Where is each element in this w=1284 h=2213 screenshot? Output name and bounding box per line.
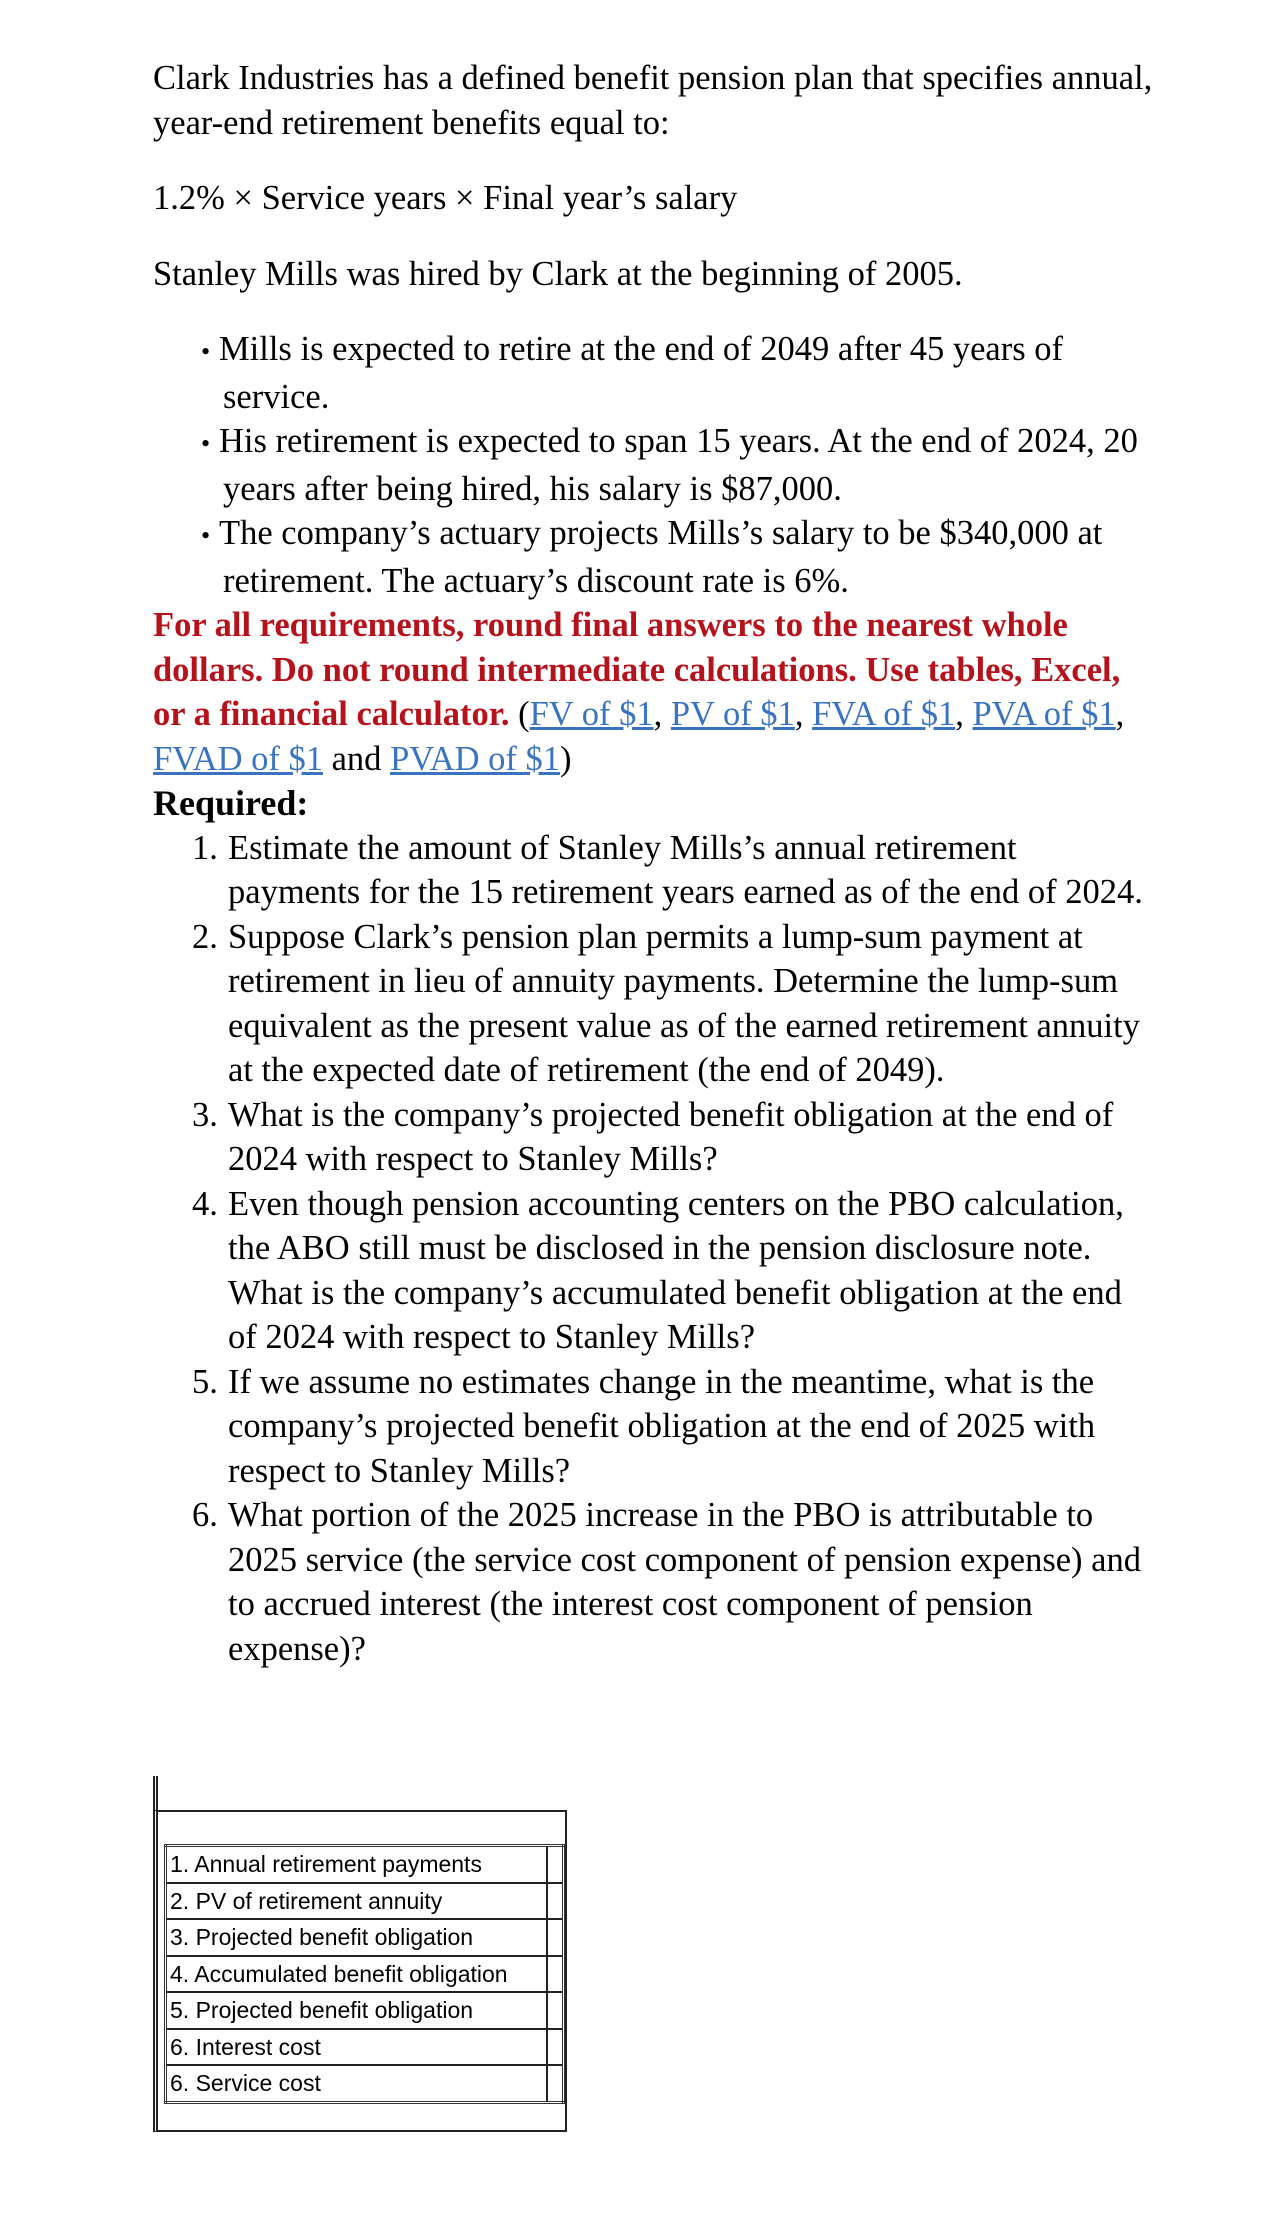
requirement-item (192, 1360, 1153, 1494)
requirement-item (192, 1182, 1153, 1360)
link-pva[interactable]: PVA of $1 (972, 695, 1116, 733)
table-row (166, 2065, 564, 2102)
table-row (166, 1956, 564, 1993)
requirement-number: 6. (192, 1496, 218, 1534)
link-pvad[interactable]: PVAD of $1 (390, 739, 561, 778)
link-fvad[interactable]: FVAD of $1 (153, 739, 323, 778)
requirement-text: What portion of the 2025 increase in the PBO is attributable to 2025 service (the service cost component of pension expense) and to accrued interest (the interest cost component of pension expense)? (228, 1496, 1141, 1668)
pbo-2024-input[interactable] (548, 1925, 560, 1955)
fact-item: • The company’s actuary projects Mills’s salary to be $340,000 at retirement. The actuary’s discount rate is 6%. (201, 511, 1153, 603)
requirement-item (192, 1093, 1153, 1182)
problem-content (153, 56, 1153, 1671)
link-pv[interactable]: PV of $1 (670, 695, 795, 733)
required-heading: Required: (153, 783, 309, 823)
answer-table-frame (153, 1810, 567, 2132)
requirement-number: 1. (192, 828, 218, 867)
link-fva[interactable]: FVA of $1 (812, 695, 956, 733)
answer-frame-stub (153, 1776, 158, 1812)
abo-input[interactable] (548, 1961, 560, 1991)
pbo-2025-input[interactable] (548, 1998, 560, 2028)
answer-table (164, 1844, 565, 2104)
table-row (166, 1992, 564, 2029)
requirements-list (153, 826, 1153, 1672)
rounding-instruction: For all requirements, round final answers to the nearest whole dollars. Do not round intermediate calculations. Use tables, Excel, or a financial calculator. (153, 606, 1121, 733)
pv-annuity-input[interactable] (548, 1888, 560, 1918)
table-row (166, 1846, 564, 1883)
hired-text: Stanley Mills was hired by Clark at the beginning of 2005. (153, 254, 963, 293)
requirement-item (192, 826, 1153, 915)
table-row (166, 2029, 564, 2066)
requirement-text: Suppose Clark’s pension plan permits a lump-sum payment at retirement in lieu of annuity payments. Determine the lump-sum equivalent as the present value as of the earned retirement annuity at the expected date of retirement (the end of 2049). (228, 917, 1140, 1089)
requirement-number: 3. (192, 1095, 218, 1134)
fact-item: • Mills is expected to retire at the end of 2049 after 45 years of service. (201, 327, 1153, 419)
service-cost-input[interactable] (548, 2071, 560, 2101)
table-row (166, 1919, 564, 1956)
requirement-item (192, 915, 1153, 1093)
row-label: 3. Projected benefit obligation (166, 1919, 548, 1956)
requirement-text: Estimate the amount of Stanley Mills’s annual retirement payments for the 15 retirement years earned as of the end of 2024. (228, 828, 1143, 911)
row-label: 2. PV of retirement annuity (166, 1883, 548, 1920)
row-label: 6. Interest cost (166, 2029, 548, 2066)
link-fv[interactable]: FV of $1 (529, 695, 654, 733)
row-label: 6. Service cost (166, 2065, 548, 2102)
requirement-number: 4. (192, 1184, 218, 1223)
annual-payments-input[interactable] (548, 1852, 560, 1882)
instructions: For all requirements, round final answers to the nearest whole dollars. Do not round intermediate calculations. Use tables, Excel, or a financial calculator. (FV of $1, PV of $1, FVA of $1, PVA of $1, FVAD of $1 and PVAD of $1) (153, 606, 1125, 778)
row-label: 4. Accumulated benefit obligation (166, 1956, 548, 1993)
fact-item: • His retirement is expected to span 15 years. At the end of 2024, 20 years after being hired, his salary is $87,000. (201, 419, 1153, 511)
row-label: 1. Annual retirement payments (166, 1846, 548, 1883)
facts-list (153, 327, 1153, 603)
formula-text: 1.2% × Service years × Final year’s salary (153, 179, 738, 217)
table-row (166, 1883, 564, 1920)
requirement-text: Even though pension accounting centers on the PBO calculation, the ABO still must be disclosed in the pension disclosure note. What is the company’s accumulated benefit obligation at the end of 2024 with respect to Stanley Mills? (228, 1184, 1124, 1356)
requirement-item (192, 1493, 1153, 1671)
interest-cost-input[interactable] (548, 2034, 560, 2064)
intro-text: Clark Industries has a defined benefit pension plan that specifies annual, year-end retirement benefits equal to: (153, 59, 1153, 142)
requirement-number: 2. (192, 917, 218, 956)
and-text: and (331, 739, 382, 778)
requirement-text: What is the company’s projected benefit obligation at the end of 2024 with respect to Stanley Mills? (228, 1095, 1114, 1178)
requirement-text: If we assume no estimates change in the meantime, what is the company’s projected benefit obligation at the end of 2025 with respect to Stanley Mills? (228, 1362, 1096, 1490)
requirement-number: 5. (192, 1362, 218, 1401)
row-label: 5. Projected benefit obligation (166, 1992, 548, 2029)
